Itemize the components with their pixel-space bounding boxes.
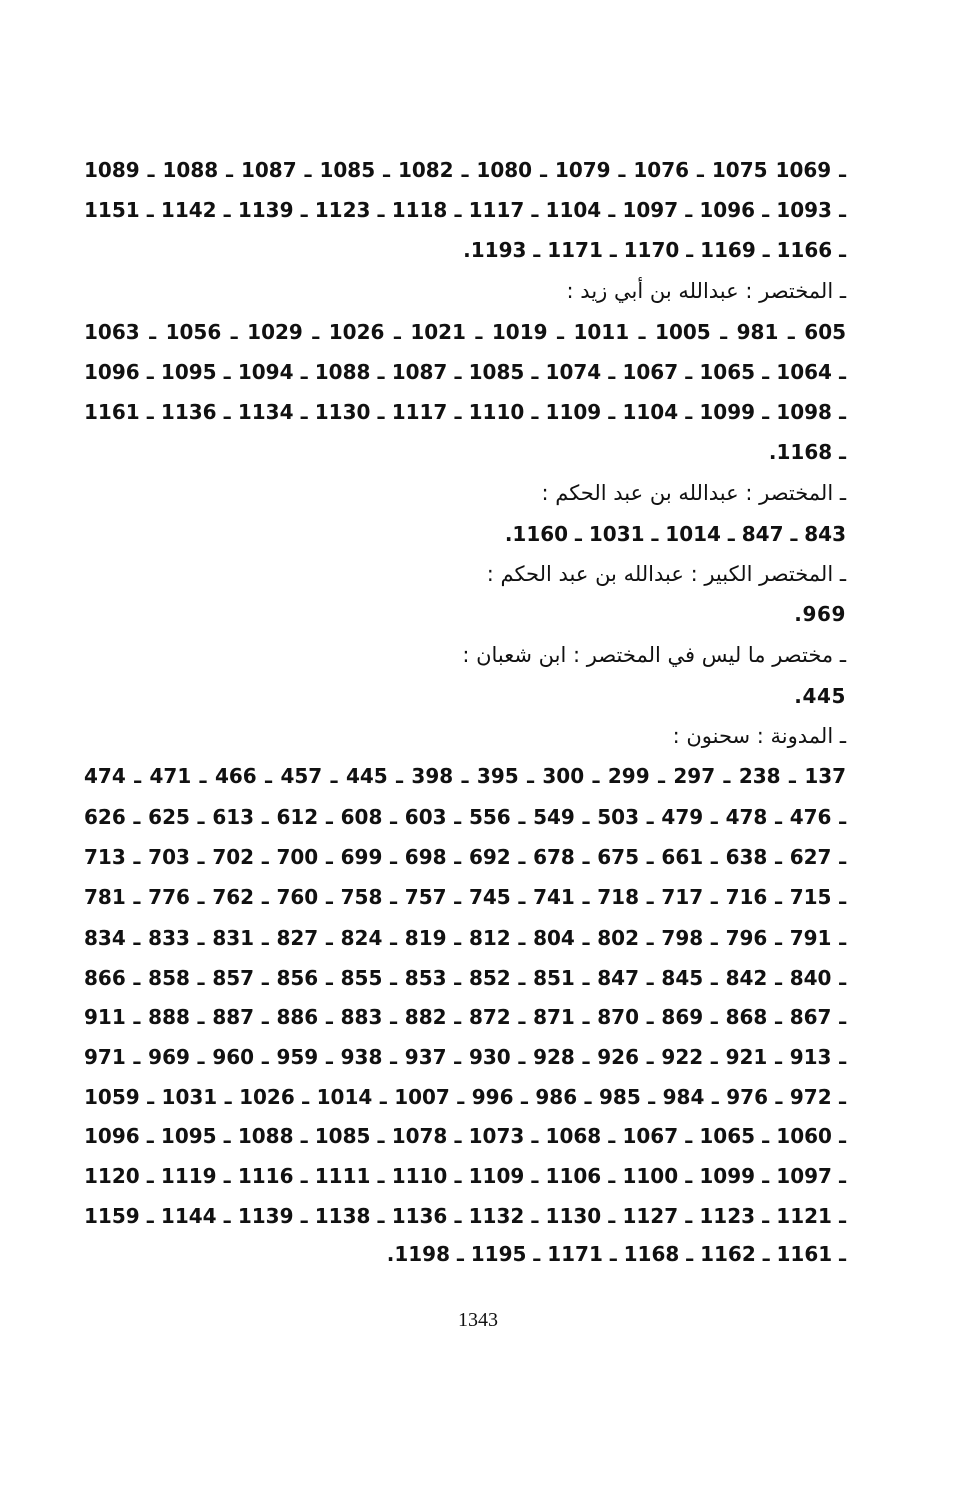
index-line: ـ 627 ـ 638 ـ 661 ـ 675 ـ 678 ـ 692 ـ 698 ـ 699 ـ 700 ـ 702 ـ 703 ـ 713 <box>84 845 847 869</box>
index-line: ـ 1069 1075 ـ 1076 ـ 1079 ـ 1080 ـ 1082 ـ 1085 ـ 1087 ـ 1088 ـ 1089 <box>84 158 847 182</box>
index-line: 137 ـ 238 ـ 297 ـ 299 ـ 300 ـ 395 ـ 398 ـ 445 ـ 457 ـ 466 ـ 471 ـ 474 <box>84 764 847 788</box>
index-line: ـ 840 ـ 842 ـ 845 ـ 847 ـ 851 ـ 852 ـ 853 ـ 855 ـ 856 ـ 857 ـ 858 ـ 866 <box>84 966 847 990</box>
index-line: ـ 791 ـ 796 ـ 798 ـ 802 ـ 804 ـ 812 ـ 819 ـ 824 ـ 827 ـ 831 ـ 833 ـ 834 <box>84 926 847 950</box>
index-line: ـ 715 ـ 716 ـ 717 ـ 718 ـ 741 ـ 745 ـ 757 ـ 758 ـ 760 ـ 762 ـ 776 ـ 781 <box>84 885 847 909</box>
index-line-last: 969. <box>794 602 846 626</box>
index-line-last: 843 ـ 847 ـ 1014 ـ 1031 ـ 1160. <box>504 522 846 546</box>
index-line: ـ 1064 ـ 1065 ـ 1067 ـ 1074 ـ 1085 ـ 1087 ـ 1088 ـ 1094 ـ 1095 ـ 1096 <box>84 360 847 384</box>
section-heading: ـ المختصر : عبدالله بن عبد الحكم : <box>541 481 846 505</box>
index-line: ـ 476 ـ 478 ـ 479 ـ 503 ـ 549 ـ 556 ـ 603 ـ 608 ـ 612 ـ 613 ـ 625 ـ 626 <box>84 805 847 829</box>
index-line-last: ـ 1161 ـ 1162 ـ 1168 ـ 1171 ـ 1195 ـ 1198. <box>386 1242 846 1266</box>
page-number: 1343 <box>458 1309 498 1331</box>
section-heading: ـ المختصر : عبدالله بن أبي زيد : <box>566 279 846 303</box>
index-line-last: 445. <box>794 684 846 708</box>
index-line: ـ 972 ـ 976 ـ 984 ـ 985 ـ 986 ـ 996 ـ 1007 ـ 1014 ـ 1026 ـ 1031 ـ 1059 <box>84 1085 846 1109</box>
index-line: ـ 1097 ـ 1099 ـ 1100 ـ 1106 ـ 1109 ـ 1110 ـ 1111 ـ 1116 ـ 1119 ـ 1120 <box>84 1164 847 1188</box>
index-line: ـ 867 ـ 868 ـ 869 ـ 870 ـ 871 ـ 872 ـ 882 ـ 883 ـ 886 ـ 887 ـ 888 ـ 911 <box>84 1005 847 1029</box>
index-line: ـ 913 ـ 921 ـ 922 ـ 926 ـ 928 ـ 930 ـ 937 ـ 938 ـ 959 ـ 960 ـ 969 ـ 971 <box>84 1045 847 1069</box>
section-heading: ـ مختصر ما ليس في المختصر : ابن شعبان : <box>462 643 846 667</box>
index-line: ـ 1121 ـ 1123 ـ 1127 ـ 1130 ـ 1132 ـ 1136 ـ 1138 ـ 1139 ـ 1144 ـ 1159 <box>84 1204 847 1228</box>
index-line: ـ 1093 ـ 1096 ـ 1097 ـ 1104 ـ 1117 ـ 1118 ـ 1123 ـ 1139 ـ 1142 ـ 1151 <box>84 198 847 222</box>
index-line: ـ 1098 ـ 1099 ـ 1104 ـ 1109 ـ 1110 ـ 1117 ـ 1130 ـ 1134 ـ 1136 ـ 1161 <box>84 400 847 424</box>
index-line: ـ 1060 ـ 1065 ـ 1067 ـ 1068 ـ 1073 ـ 1078 ـ 1085 ـ 1088 ـ 1095 ـ 1096 <box>84 1124 847 1148</box>
index-line: 605 ـ 981 ـ 1005 ـ 1011 ـ 1019 ـ 1021 ـ 1026 ـ 1029 ـ 1056 ـ 1063 <box>84 320 847 344</box>
index-line-last: ـ 1168. <box>768 440 846 464</box>
section-heading: ـ المختصر الكبير : عبدالله بن عبد الحكم : <box>486 562 846 586</box>
index-line-last: ـ 1166 ـ 1169 ـ 1170 ـ 1171 ـ 1193. <box>463 238 846 262</box>
section-heading: ـ المدونة : سحنون : <box>672 724 846 748</box>
